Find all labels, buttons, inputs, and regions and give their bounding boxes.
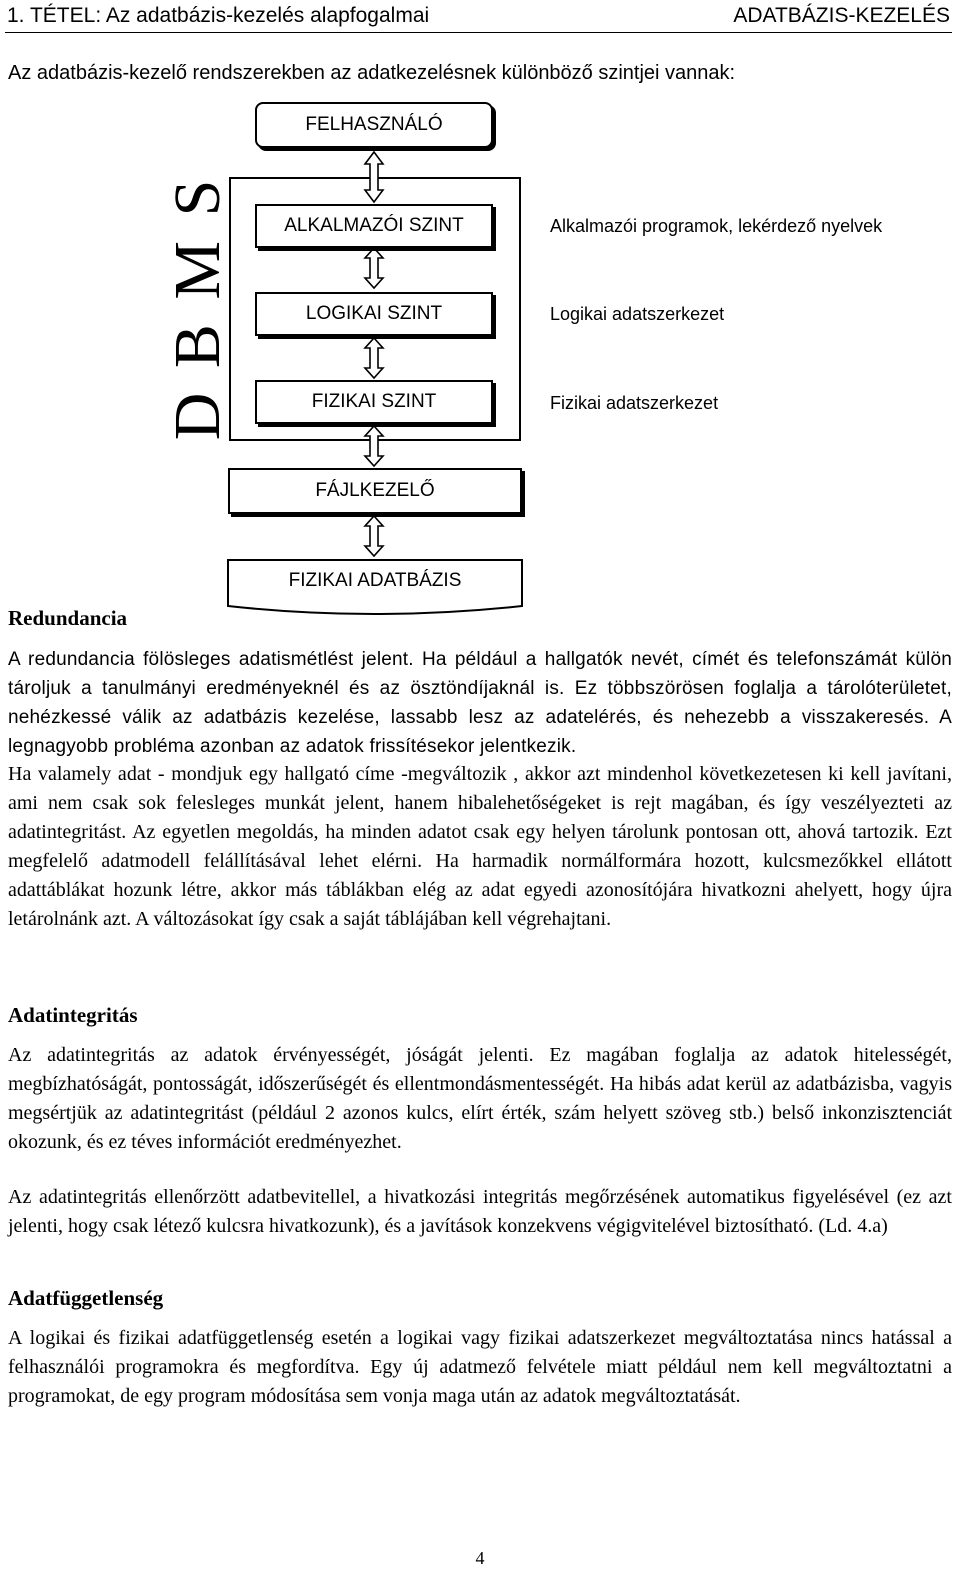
intro-text: Az adatbázis-kezelő rendszerekben az adatkezelésnek különböző szintjei vannak: — [8, 62, 736, 84]
dbms-label-text: D B M S — [161, 175, 234, 441]
arrow-file-db — [365, 516, 383, 556]
physical-database-label: FIZIKAI ADATBÁZIS — [288, 570, 462, 591]
adatintegritas-paragraph-1: Az adatintegritás az adatok érvényességét, jóságát jelenti. Ez magában foglalja az adatok hitelességét, megbízhatóságát, pontosságát, időszerűségét és ellentmondásmentességét. Ha hibás adat kerül az adatbázisba, vagyis megsértjük az adatintegritást (például 2 azonos kulcs, elírt érték, szám helyett szöveg stb.) belső inkonzisztenciát okozunk, és ez téves információt eredményezhet. — [8, 1044, 952, 1153]
adatfuggetlenseg-paragraph: A logikai és fizikai adatfüggetlenség esetén a logikai vagy fizikai adatszerkezet megváltoztatása nincs hatással a felhasználói programokra és megfordítva. Egy új adatmező felvétele miatt például nem kell megváltoztatni a programokat, de egy program módosítása sem vonja maga után az adatok megváltoztatását. — [8, 1327, 952, 1407]
heading-redundancia: Redundancia — [8, 606, 128, 630]
page-number: 4 — [475, 1548, 485, 1568]
heading-adatintegritas: Adatintegritás — [8, 1003, 138, 1027]
header-subject: ADATBÁZIS-KEZELÉS — [733, 4, 950, 27]
app-level-desc: Alkalmazói programok, lekérdező nyelvek — [550, 216, 883, 236]
header-title: 1. TÉTEL: Az adatbázis-kezelés alapfogalmai — [7, 4, 430, 27]
physical-level-desc: Fizikai adatszerkezet — [550, 393, 719, 413]
arrow-physical-file — [365, 426, 383, 466]
user-box: FELHASZNÁLÓ — [255, 102, 493, 148]
adatintegritas-paragraph-2: Az adatintegritás ellenőrzött adatbevitellel, a hivatkozási integritás megőrzésének automatikus figyelésével (ez azt jelenti, hogy csak létező kulcsra hivatkozunk), és a javítások konzekvens végigvitelével biztosítható. (Ld. 4.a) — [8, 1186, 952, 1237]
file-manager-box: FÁJLKEZELŐ — [228, 468, 522, 514]
logical-level-box: LOGIKAI SZINT — [255, 292, 493, 336]
dbms-vertical-label — [161, 175, 234, 441]
physical-level-box: FIZIKAI SZINT — [255, 380, 493, 424]
logical-level-desc: Logikai adatszerkezet — [550, 304, 725, 324]
arrow-logical-physical — [365, 338, 383, 378]
redundancia-paragraph-2: Ha valamely adat - mondjuk egy hallgató címe -megváltozik , akkor azt mindenhol következetesen ki kell javítani, ami nem csak sok felesleges munkát jelent, hanem hibalehetőségeket is rejt magában, és így veszélyezteti az adatintegritást. Az egyetlen megoldás, ha minden adatot csak egy helyen tárolunk pontosan ott, ahová tartozik. Ezt megfelelő adatmodell felállításával lehet elérni. Ha harmadik normálformára hozott, kulcsmezőkkel ellátott adattáblákat hozunk létre, akkor más táblákban elég az adat egyedi azonosítójára hivatkozni ahelyett, hogy újra letárolnánk azt. A változásokat így csak a saját táblájában kell végrehajtani. — [8, 763, 952, 930]
redundancia-paragraph-1: A redundancia fölösleges adatismétlést jelent. Ha például a hallgatók nevét, címét és telefonszámát külön tároljuk a tanulmányi eredményeknél és az ösztöndíjaknál is. Ez többszörösen foglalja a tárolóterületet, nehézkessé válik az adatbázis kezelése, lassabb lesz az adatelérés, és nehezebb a visszakeresés. A legnagyobb probléma azonban az adatok frissítésekor jelentkezik. — [8, 649, 952, 757]
heading-adatfuggetlenseg: Adatfüggetlenség — [8, 1286, 164, 1310]
dbms-diagram — [0, 0, 960, 620]
app-level-box: ALKALMAZÓI SZINT — [255, 204, 493, 248]
arrow-app-logical — [365, 248, 383, 288]
